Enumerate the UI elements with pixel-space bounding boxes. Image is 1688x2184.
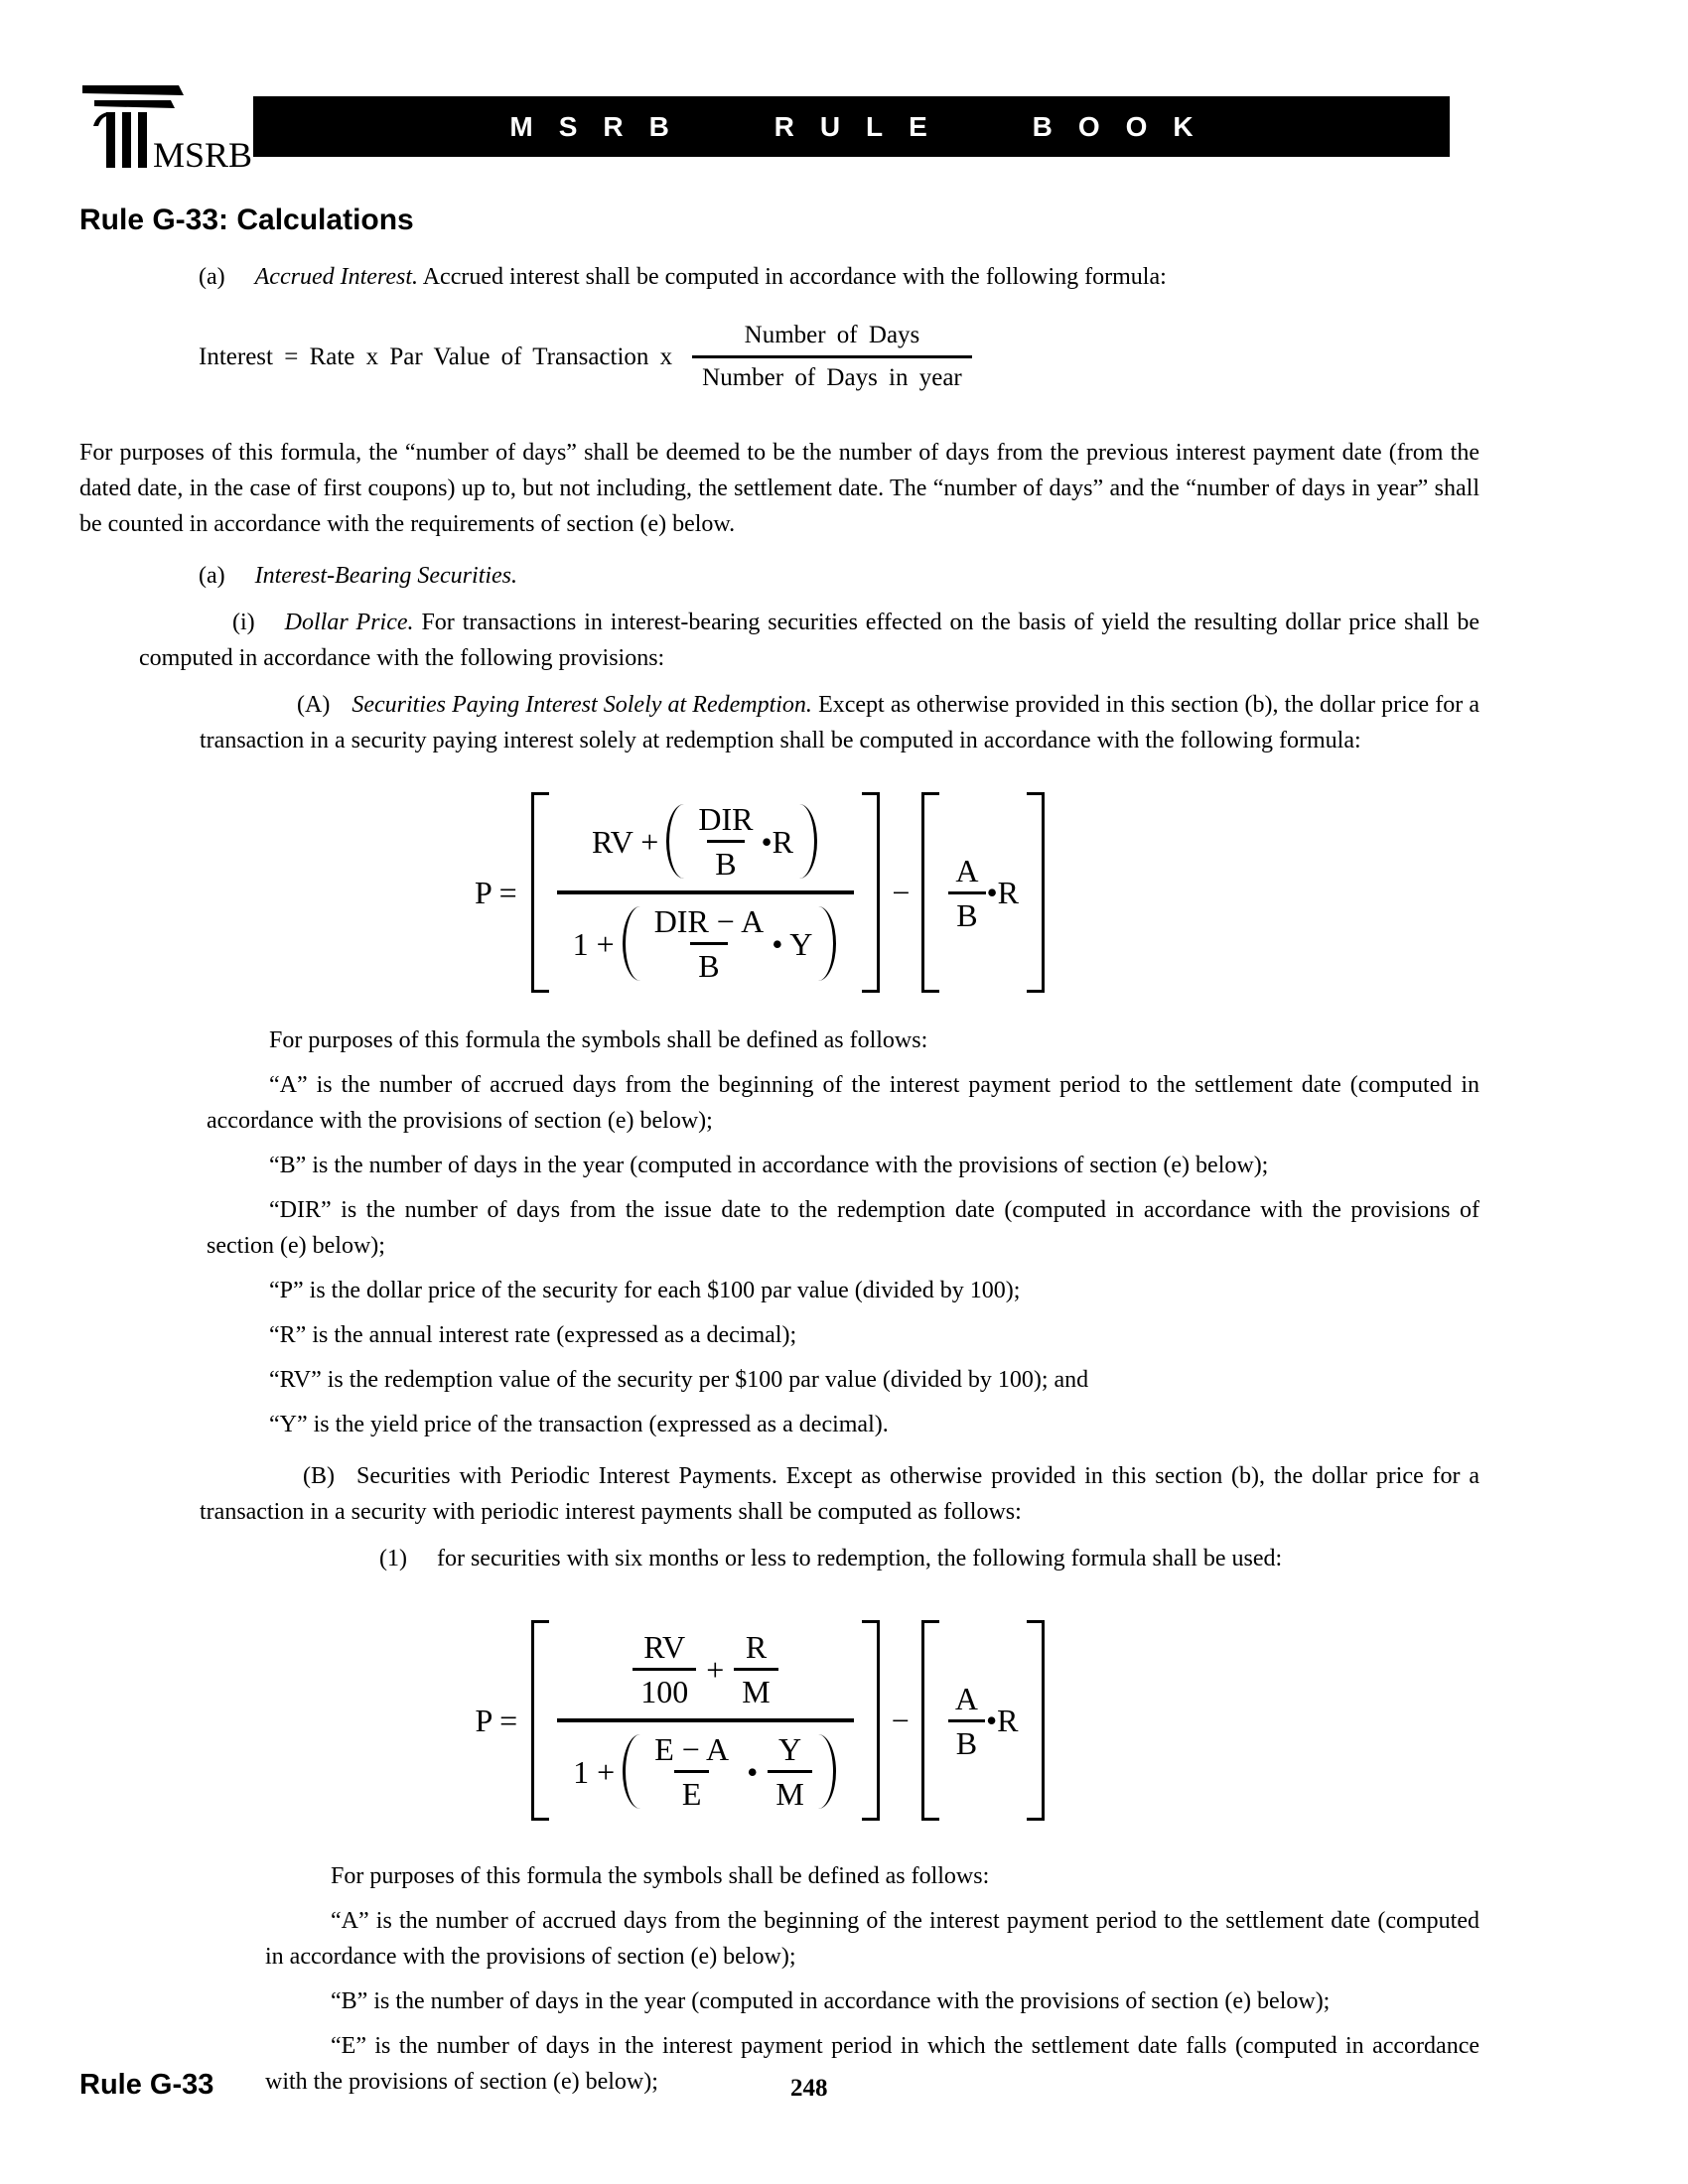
- right-paren: [818, 906, 836, 981]
- page-content: [79, 204, 1479, 2109]
- right-bracket: [862, 792, 880, 993]
- logo-pillar-3: [138, 112, 147, 168]
- formula-lhs: P =: [474, 875, 517, 910]
- page-number: 248: [790, 2075, 828, 2102]
- fraction-denominator: 100: [633, 1668, 696, 1708]
- term: •R: [986, 875, 1020, 910]
- item-label: (a): [199, 264, 225, 290]
- main-denominator: [557, 890, 855, 993]
- right-paren: [799, 804, 817, 879]
- term: • Y: [772, 925, 813, 962]
- formula-lead: Interest = Rate x Par Value of Transaction x: [199, 342, 673, 370]
- page-footer: [79, 2067, 1479, 2105]
- main-numerator: [617, 1620, 794, 1718]
- para-text: Except as otherwise provided in this section (b), the dollar price for a transaction in a security paying interest solely at redemption shall be computed in accordance with the following formula:: [200, 692, 1480, 753]
- banner-text: MSRB RULE BOOK: [509, 110, 1219, 142]
- accrued-fraction: [947, 854, 986, 932]
- fraction-numerator: Number of Days: [744, 322, 920, 348]
- fraction-denominator: B: [690, 942, 727, 983]
- symbol-def: “DIR” is the number of days from the issue date to the redemption date (computed in accordance with the provisions of section (e) below);: [207, 1197, 1479, 1259]
- para-text: Accrued interest shall be computed in accordance with the following formula:: [422, 264, 1167, 290]
- fraction-numerator: DIR: [698, 801, 754, 837]
- page-title: Rule G-33: Calculations: [79, 204, 414, 236]
- fraction-numerator: E − A: [654, 1731, 730, 1767]
- inner-fraction: [646, 904, 773, 983]
- symbol-def: “A” is the number of accrued days from the beginning of the interest payment period to the settlement date (computed in accordance with the provisions of section (e) below);: [265, 1908, 1479, 1970]
- term: 1 +: [572, 925, 615, 962]
- main-numerator: [576, 792, 835, 890]
- fraction-numerator: Y: [778, 1731, 802, 1767]
- left-paren: [623, 906, 640, 981]
- item-label: (B): [303, 1463, 335, 1489]
- fraction-denominator: M: [768, 1770, 811, 1811]
- symbol-def: “A” is the number of accrued days from the beginning of the interest payment period to the settlement date (computed in accordance with the provisions of section (e) below);: [207, 1072, 1479, 1134]
- fraction-numerator: A: [955, 852, 979, 888]
- para-lead-italic: Interest-Bearing Securities.: [254, 563, 518, 589]
- accrued-interest-formula: [199, 319, 1479, 395]
- para-solely-at-redemption: [200, 687, 1479, 758]
- main-denominator: [557, 1718, 854, 1821]
- logo-pillar-2: [122, 112, 131, 168]
- logo-pillar-hook: [93, 112, 107, 126]
- fraction-numerator: R: [745, 1629, 768, 1665]
- para-lead-italic: Dollar Price.: [284, 610, 414, 635]
- symbol-def: “P” is the dollar price of the security for each $100 par value (divided by 100);: [269, 1278, 1021, 1303]
- term: •R: [761, 823, 793, 860]
- para-interest-bearing: [79, 558, 1479, 594]
- para-periodic-payments: [200, 1458, 1479, 1530]
- symbol-def: “Y” is the yield price of the transaction (expressed as a decimal).: [269, 1412, 889, 1437]
- item-label: (A): [297, 692, 331, 718]
- fraction-denominator: B: [948, 1719, 985, 1760]
- right-paren: [818, 1734, 836, 1809]
- term: •R: [985, 1703, 1019, 1738]
- term: 1 +: [573, 1753, 616, 1790]
- para-lead-italic: Securities Paying Interest Solely at Redemption.: [352, 692, 812, 718]
- fraction-denominator: Number of Days in year: [692, 355, 972, 395]
- redemption-dollar-price-formula: [79, 792, 1440, 993]
- para-lead-italic: Accrued Interest.: [254, 264, 419, 290]
- msrb-logo: [79, 81, 253, 171]
- right-bracket: [1027, 792, 1045, 993]
- symbol-def: “B” is the number of days in the year (computed in accordance with the provisions of section (e) below);: [331, 1988, 1331, 2014]
- para-text: for securities with six months or less to redemption, the following formula shall be used:: [436, 1546, 1283, 1571]
- left-paren: [623, 1734, 640, 1809]
- para-text: Except as otherwise provided in this section (b), the dollar price for a transaction in a security with periodic interest payments shall be computed as follows:: [200, 1463, 1480, 1525]
- para-dollar-price: [139, 605, 1479, 676]
- right-bracket: [862, 1620, 880, 1821]
- fraction-denominator: B: [707, 840, 744, 881]
- inner-fraction: [633, 1630, 696, 1708]
- inner-fraction: [690, 802, 761, 881]
- para-six-months: [248, 1541, 1479, 1576]
- formula-lhs: P =: [475, 1703, 518, 1738]
- left-paren: [666, 804, 684, 879]
- footer-rule-label: Rule G-33: [79, 2069, 214, 2101]
- fraction-numerator: A: [954, 1680, 978, 1716]
- left-bracket: [921, 792, 939, 993]
- left-bracket: [921, 1620, 939, 1821]
- item-label: (1): [379, 1546, 407, 1571]
- dot-operator: •: [747, 1753, 759, 1790]
- accrued-fraction: [947, 1682, 986, 1760]
- symbol-def: “RV” is the redemption value of the security per $100 par value (divided by 100); and: [269, 1367, 1089, 1393]
- symbol-def: “R” is the annual interest rate (expressed as a decimal);: [269, 1322, 797, 1348]
- right-bracket: [1027, 1620, 1045, 1821]
- definitions-intro: For purposes of this formula the symbols shall be defined as follows:: [269, 1027, 928, 1053]
- minus-operator: −: [891, 1703, 910, 1738]
- term: RV +: [591, 823, 659, 860]
- para-number-of-days: For purposes of this formula, the “number of days” shall be deemed to be the number of days from the previous interest payment date (from the dated date, in the case of first coupons) up to, but not including, the settlement date. The “number of days” and the “number of days in year” shall be counted in accordance with the requirements of section (e) below.: [79, 440, 1479, 537]
- fraction-numerator: DIR − A: [653, 903, 765, 939]
- logo-pillar-1: [106, 112, 115, 168]
- logo-text: MSRB: [153, 135, 253, 171]
- fraction-numerator: RV: [643, 1629, 686, 1665]
- days-fraction: [692, 319, 972, 395]
- fraction-denominator: B: [948, 891, 985, 932]
- left-bracket: [531, 792, 549, 993]
- main-fraction: [557, 792, 855, 993]
- plus-operator: +: [706, 1651, 725, 1688]
- main-fraction: [557, 1620, 854, 1821]
- periodic-dollar-price-formula: [79, 1620, 1440, 1821]
- item-label: (a): [199, 563, 225, 589]
- fraction-denominator: E: [674, 1770, 710, 1811]
- item-label: (i): [232, 610, 255, 635]
- para-accrued-interest: [79, 259, 1479, 295]
- symbol-definitions-2: [79, 1858, 1479, 2100]
- para-text: For transactions in interest-bearing securities effected on the basis of yield the resulting dollar price shall be computed in accordance with the following provisions:: [139, 610, 1480, 671]
- definitions-intro: For purposes of this formula the symbols shall be defined as follows:: [331, 1863, 990, 1889]
- para-lead: Securities with Periodic Interest Payments.: [356, 1463, 777, 1489]
- inner-fraction: [734, 1630, 777, 1708]
- left-bracket: [531, 1620, 549, 1821]
- minus-operator: −: [892, 875, 911, 910]
- inner-fraction: [768, 1732, 811, 1811]
- logo-capital-top: [82, 85, 184, 95]
- symbol-def: “B” is the number of days in the year (computed in accordance with the provisions of section (e) below);: [269, 1153, 1269, 1178]
- fraction-denominator: M: [734, 1668, 777, 1708]
- logo-capital-mid: [94, 100, 175, 108]
- rule-book-banner: [253, 96, 1450, 157]
- symbol-definitions-1: [79, 1023, 1479, 1442]
- inner-fraction: [646, 1732, 737, 1811]
- symbol-def: “E” is the number of days in the interest payment period in which the settlement date falls (computed in accordance with the provisions of section (e) below);: [265, 2033, 1479, 2095]
